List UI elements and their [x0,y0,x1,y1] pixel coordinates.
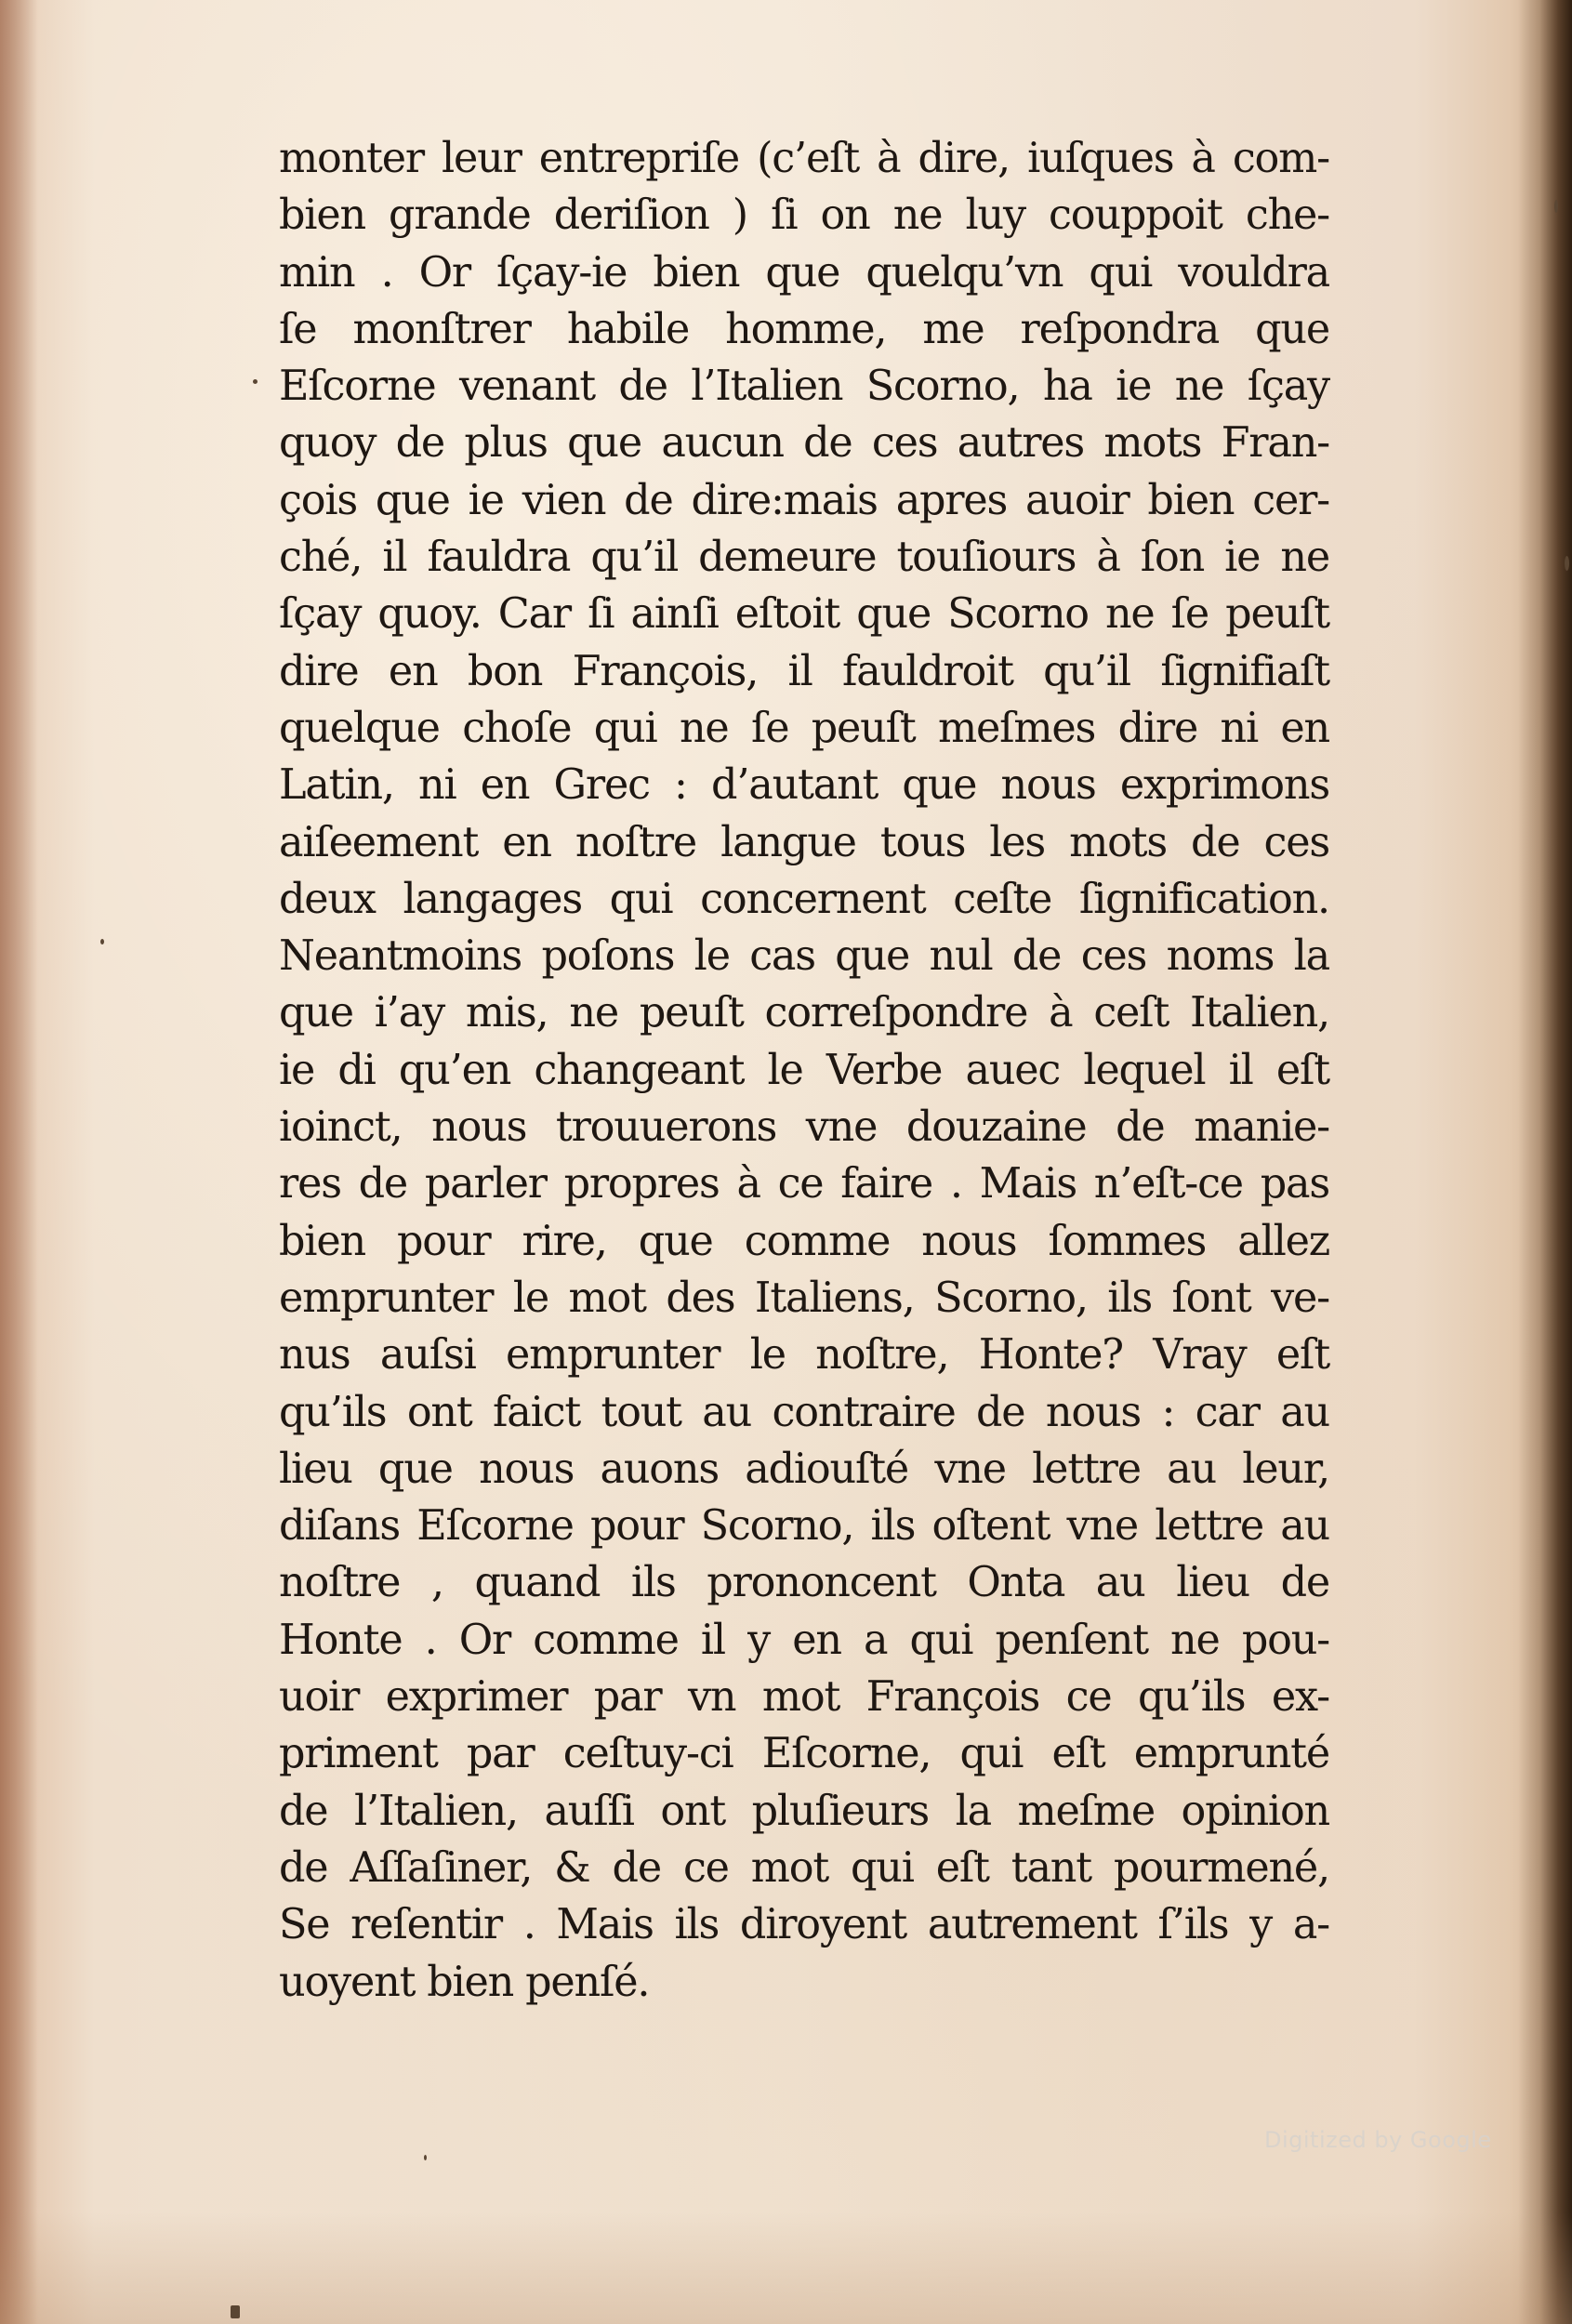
text-line: que i’ay mis, ne peuſt correſpondre à ceſt Italien, [279,989,1329,1037]
page-left-edge-shading [0,0,37,2324]
text-line: res de parler propres à ce faire . Mais n’eſt-ce pas [279,1160,1329,1208]
text-line: de Aſſaſiner, & de ce mot qui eſt tant pourmené, [279,1843,1329,1892]
book-binding-edge [1518,0,1572,2324]
text-line: emprunter le mot des Italiens, Scorno, ils ſont ve- [279,1274,1329,1322]
text-line: çois que ie vien de dire:mais apres auoir bien cer- [279,476,1329,524]
ink-speck [231,2305,240,2318]
ink-speck [253,379,258,384]
ink-speck [424,2155,427,2160]
text-line: ioinct, nous trouuerons vne douzaine de manie- [279,1103,1329,1152]
text-line: min . Or ſçay-ie bien que quelqu’vn qui vouldra [279,248,1329,297]
text-line: nus auſsi emprunter le noſtre, Honte? Vray eſt [279,1331,1329,1380]
ink-speck [1565,556,1569,571]
digitization-watermark: Digitized by Google [1264,2127,1492,2153]
text-line: Honte . Or comme il y en a qui penſent ne pou- [279,1616,1329,1664]
text-line: qu’ils ont faict tout au contraire de nous : car au [279,1388,1329,1436]
text-line: diſans Eſcorne pour Scorno, ils oſtent vne lettre au [279,1502,1329,1551]
text-line: Se reſentir . Mais ils diroyent autrement ſ’ils y a- [279,1901,1329,1949]
text-line: aiſeement en noſtre langue tous les mots de ces [279,818,1329,866]
text-line: lieu que nous auons adiouſté vne lettre au leur, [279,1445,1329,1493]
text-line: bien pour rire, que comme nous ſommes allez [279,1217,1329,1265]
text-line: quelque choſe qui ne ſe peuſt meſmes dire ni en [279,704,1329,752]
ink-speck [100,939,104,944]
text-line: dire en bon François, il fauldroit qu’il ſignifiaſt [279,647,1329,695]
text-line: ſe monſtrer habile homme, me reſpondra que [279,305,1329,353]
ink-speck [1554,200,1558,213]
text-line: ché, il fauldra qu’il demeure touſiours à ſon ie ne [279,534,1329,582]
text-line: monter leur entrepriſe (c’eſt à dire, iuſques à com- [279,135,1329,182]
text-line: Neantmoins poſons le cas que nul de ces noms la [279,932,1329,981]
text-line: priment par ceſtuy-ci Eſcorne, qui eſt emprunté [279,1730,1329,1778]
text-line: ſçay quoy. Car ſi ainſi eſtoit que Scorno ne ſe peuſt [279,590,1329,639]
body-text [279,130,1329,2011]
text-line: uoyent bien penſé. [279,1958,650,2006]
text-line: quoy de plus que aucun de ces autres mots Fran- [279,419,1329,468]
text-line: Eſcorne venant de l’Italien Scorno, ha ie ne ſçay [279,363,1329,411]
text-line: noſtre , quand ils prononcent Onta au lieu de [279,1559,1329,1607]
text-line: ie di qu’en changeant le Verbe auec lequel il eſt [279,1046,1329,1094]
text-line: de l’Italien, auſſi ont pluſieurs la meſme opinion [279,1787,1329,1835]
text-line: uoir exprimer par vn mot François ce qu’ils ex- [279,1673,1329,1722]
text-line: deux langages qui concernent ceſte ſignification. [279,875,1329,923]
text-line: Latin, ni en Grec : d’autant que nous exprimons [279,761,1329,810]
text-line: bien grande deriſion ) ſi on ne luy couppoit che- [279,191,1329,240]
